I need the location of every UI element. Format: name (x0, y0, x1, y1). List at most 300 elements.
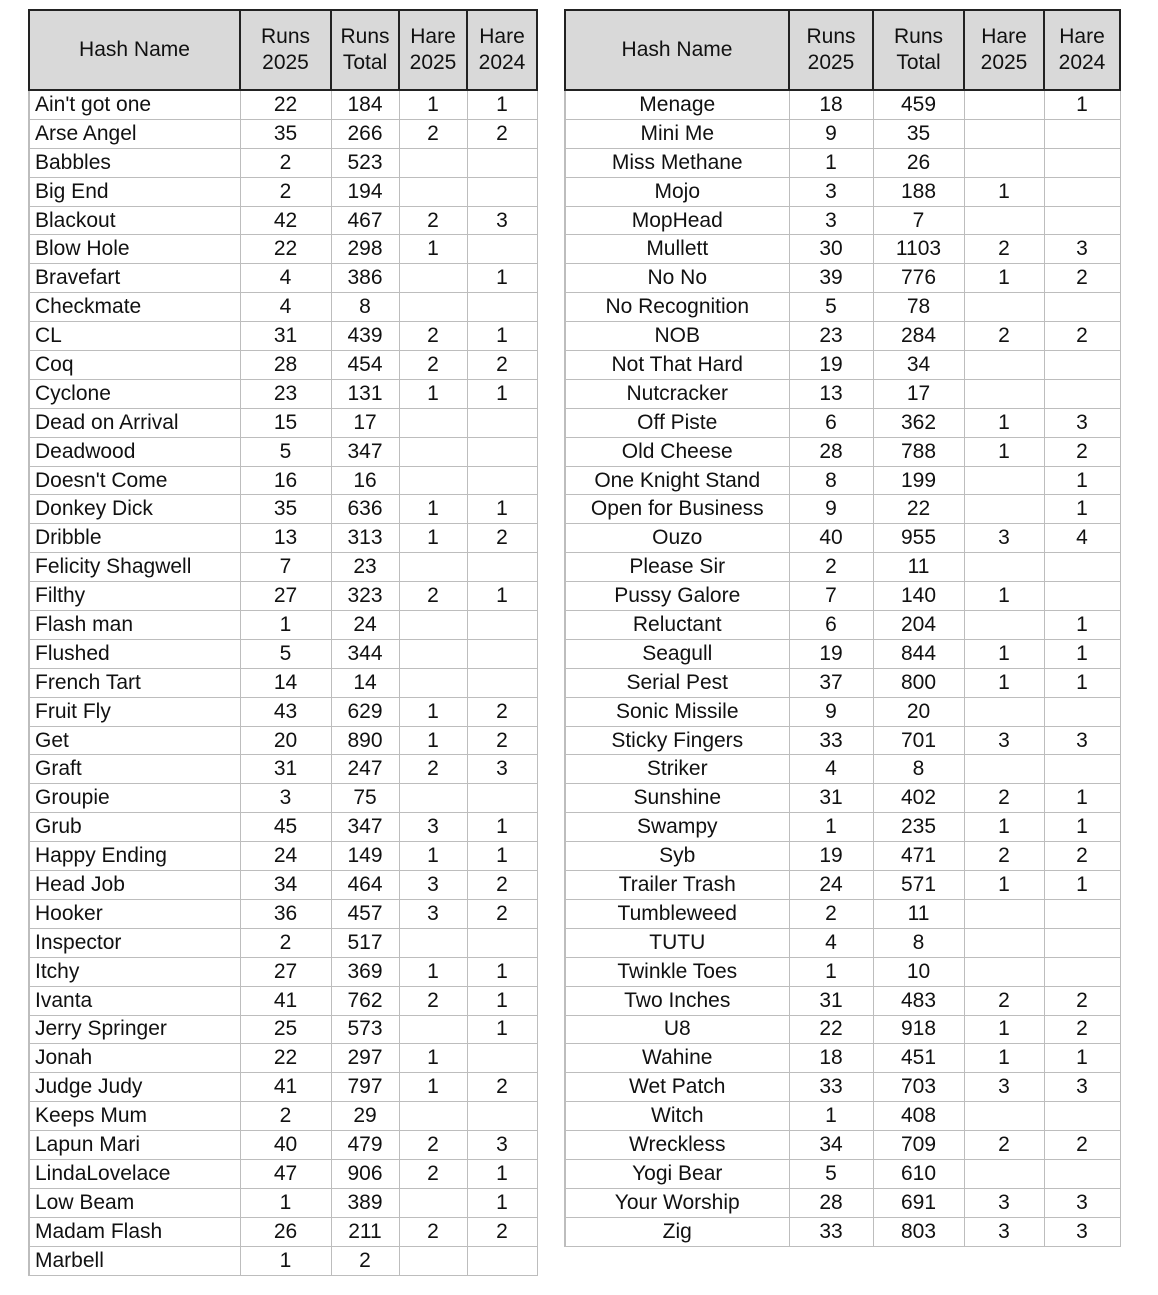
runs-2025-cell: 2 (240, 148, 331, 177)
runs-total-cell: 776 (873, 264, 964, 293)
hash-name-cell: Flushed (29, 639, 240, 668)
runs-2025-cell: 28 (789, 1188, 873, 1217)
hare-2024-cell: 2 (467, 871, 537, 900)
hash-name-cell: Lapun Mari (29, 1131, 240, 1160)
hare-2024-cell (1044, 755, 1120, 784)
table-row (29, 899, 537, 928)
table-row (565, 177, 1120, 206)
hash-name-cell: Sticky Fingers (565, 726, 789, 755)
runs-total-cell: 701 (873, 726, 964, 755)
table-row (565, 1188, 1120, 1217)
runs-total-cell: 297 (331, 1044, 399, 1073)
runs-2025-cell: 31 (789, 986, 873, 1015)
runs-total-cell: 8 (331, 293, 399, 322)
hash-name-cell: Sonic Missile (565, 697, 789, 726)
hare-2024-cell (467, 177, 537, 206)
table-row (565, 784, 1120, 813)
table-row (29, 1131, 537, 1160)
hare-2024-cell: 1 (467, 1159, 537, 1188)
runs-2025-cell: 5 (789, 293, 873, 322)
runs-total-cell: 369 (331, 957, 399, 986)
hare-2025-cell (964, 293, 1044, 322)
hash-name-cell: MopHead (565, 206, 789, 235)
table-row (29, 1102, 537, 1131)
hare-2025-cell (964, 206, 1044, 235)
table-row (565, 524, 1120, 553)
hare-2024-cell: 2 (467, 119, 537, 148)
runs-2025-cell: 9 (789, 119, 873, 148)
hare-2024-cell: 1 (467, 1015, 537, 1044)
runs-total-cell: 35 (873, 119, 964, 148)
table-row (29, 957, 537, 986)
hash-name-cell: Dead on Arrival (29, 408, 240, 437)
hare-2024-cell (467, 235, 537, 264)
runs-total-cell: 29 (331, 1102, 399, 1131)
runs-total-cell: 16 (331, 466, 399, 495)
hash-name-cell: Wahine (565, 1044, 789, 1073)
hash-name-cell: Groupie (29, 784, 240, 813)
hare-2025-cell (399, 1102, 467, 1131)
table-row (29, 986, 537, 1015)
hare-2024-cell: 1 (1044, 668, 1120, 697)
hare-2024-cell: 1 (467, 582, 537, 611)
runs-total-cell: 284 (873, 322, 964, 351)
hash-name-cell: Mojo (565, 177, 789, 206)
hare-2024-cell (1044, 177, 1120, 206)
table-row (565, 726, 1120, 755)
runs-total-cell: 803 (873, 1217, 964, 1246)
table-row (29, 1044, 537, 1073)
table-row (29, 928, 537, 957)
hare-2025-cell: 1 (964, 668, 1044, 697)
hare-2024-cell: 1 (467, 264, 537, 293)
hare-2024-cell: 3 (467, 1131, 537, 1160)
hare-2024-cell: 1 (1044, 871, 1120, 900)
hash-name-cell: Felicity Shagwell (29, 553, 240, 582)
runs-total-cell: 464 (331, 871, 399, 900)
hare-2024-cell: 1 (1044, 813, 1120, 842)
runs-2025-cell: 37 (789, 668, 873, 697)
runs-2025-cell: 35 (240, 495, 331, 524)
runs-2025-cell: 30 (789, 235, 873, 264)
hare-2024-cell: 1 (1044, 90, 1120, 119)
runs-total-cell: 23 (331, 553, 399, 582)
runs-total-cell: 14 (331, 668, 399, 697)
table-row (565, 119, 1120, 148)
table-row (565, 206, 1120, 235)
runs-2025-cell: 7 (789, 582, 873, 611)
runs-2025-cell: 3 (789, 206, 873, 235)
hare-2025-cell (964, 351, 1044, 380)
table-row (29, 495, 537, 524)
hare-2025-cell (399, 784, 467, 813)
runs-total-cell: 323 (331, 582, 399, 611)
table-row (29, 322, 537, 351)
runs-total-cell: 2 (331, 1246, 399, 1275)
table-row (565, 813, 1120, 842)
hash-name-cell: Filthy (29, 582, 240, 611)
hash-name-cell: TUTU (565, 928, 789, 957)
table-row (565, 928, 1120, 957)
hare-2025-cell (399, 293, 467, 322)
hare-2025-cell (399, 1188, 467, 1217)
table-row (565, 293, 1120, 322)
hash-name-cell: Two Inches (565, 986, 789, 1015)
runs-2025-cell: 31 (240, 322, 331, 351)
runs-total-cell: 34 (873, 351, 964, 380)
runs-2025-cell: 6 (789, 408, 873, 437)
hare-2025-cell (964, 755, 1044, 784)
hare-2025-cell (964, 553, 1044, 582)
runs-2025-cell: 20 (240, 726, 331, 755)
runs-2025-cell: 31 (240, 755, 331, 784)
hash-name-cell: Happy Ending (29, 842, 240, 871)
runs-total-cell: 362 (873, 408, 964, 437)
hare-2024-cell: 3 (1044, 235, 1120, 264)
hash-name-cell: Off Piste (565, 408, 789, 437)
hash-name-cell: Inspector (29, 928, 240, 957)
table-row (29, 177, 537, 206)
hash-name-cell: No Recognition (565, 293, 789, 322)
hash-name-cell: U8 (565, 1015, 789, 1044)
runs-2025-cell: 36 (240, 899, 331, 928)
table-row (565, 235, 1120, 264)
table-row (565, 553, 1120, 582)
runs-2025-cell: 18 (789, 1044, 873, 1073)
runs-total-cell: 451 (873, 1044, 964, 1073)
table-row (565, 1044, 1120, 1073)
hare-2025-cell: 3 (964, 1188, 1044, 1217)
runs-2025-cell: 23 (240, 379, 331, 408)
hare-2024-cell (1044, 148, 1120, 177)
runs-2025-cell: 5 (240, 437, 331, 466)
table-row (29, 726, 537, 755)
hare-2025-cell: 3 (964, 1217, 1044, 1246)
table-row (29, 1015, 537, 1044)
table-row (565, 1217, 1120, 1246)
runs-2025-cell: 1 (789, 1102, 873, 1131)
runs-2025-cell: 27 (240, 582, 331, 611)
hare-2024-cell: 1 (467, 322, 537, 351)
table-row (565, 322, 1120, 351)
hare-2024-cell (467, 293, 537, 322)
table-row (29, 90, 537, 119)
table-row (29, 697, 537, 726)
hash-name-cell: Judge Judy (29, 1073, 240, 1102)
hash-name-cell: Graft (29, 755, 240, 784)
hare-2024-cell: 2 (467, 1073, 537, 1102)
hare-2025-cell: 2 (399, 1131, 467, 1160)
col-header-hash-name: Hash Name (29, 10, 240, 90)
hare-2024-cell (467, 1102, 537, 1131)
hash-name-cell: Flash man (29, 611, 240, 640)
table-row (29, 611, 537, 640)
runs-total-cell: 439 (331, 322, 399, 351)
runs-2025-cell: 2 (789, 899, 873, 928)
runs-total-cell: 571 (873, 871, 964, 900)
runs-total-cell: 459 (873, 90, 964, 119)
table-row (29, 1159, 537, 1188)
runs-total-cell: 11 (873, 553, 964, 582)
hash-name-cell: Old Cheese (565, 437, 789, 466)
runs-2025-cell: 9 (789, 495, 873, 524)
runs-total-cell: 800 (873, 668, 964, 697)
hare-2025-cell: 2 (964, 986, 1044, 1015)
hash-name-cell: Babbles (29, 148, 240, 177)
runs-total-cell: 629 (331, 697, 399, 726)
hash-name-cell: Nutcracker (565, 379, 789, 408)
runs-2025-cell: 8 (789, 466, 873, 495)
hare-2024-cell: 1 (1044, 495, 1120, 524)
hare-2025-cell (399, 668, 467, 697)
hare-2024-cell: 2 (467, 899, 537, 928)
runs-total-cell: 467 (331, 206, 399, 235)
runs-total-cell: 523 (331, 148, 399, 177)
table-row (565, 408, 1120, 437)
hash-name-cell: Itchy (29, 957, 240, 986)
hare-2025-cell (399, 264, 467, 293)
hare-2025-cell (964, 90, 1044, 119)
table-row (29, 755, 537, 784)
hare-2025-cell (399, 928, 467, 957)
runs-total-cell: 11 (873, 899, 964, 928)
hare-2024-cell (467, 1044, 537, 1073)
hare-2025-cell: 1 (399, 842, 467, 871)
hare-2025-cell: 3 (399, 899, 467, 928)
hash-name-cell: Fruit Fly (29, 697, 240, 726)
runs-total-cell: 483 (873, 986, 964, 1015)
hare-2024-cell: 4 (1044, 524, 1120, 553)
hash-name-cell: Big End (29, 177, 240, 206)
runs-2025-cell: 43 (240, 697, 331, 726)
table-row (29, 1073, 537, 1102)
hare-2025-cell (964, 928, 1044, 957)
hare-2025-cell: 2 (399, 1159, 467, 1188)
hash-name-cell: Doesn't Come (29, 466, 240, 495)
hare-2024-cell: 1 (1044, 1044, 1120, 1073)
runs-total-cell: 131 (331, 379, 399, 408)
runs-total-cell: 389 (331, 1188, 399, 1217)
hare-2024-cell: 1 (467, 1188, 537, 1217)
runs-2025-cell: 1 (789, 813, 873, 842)
hare-2025-cell: 3 (399, 871, 467, 900)
hare-2024-cell: 2 (467, 1217, 537, 1246)
hare-2025-cell (964, 1102, 1044, 1131)
runs-2025-cell: 42 (240, 206, 331, 235)
runs-total-cell: 709 (873, 1131, 964, 1160)
hare-2024-cell: 1 (1044, 639, 1120, 668)
runs-total-cell: 517 (331, 928, 399, 957)
hare-2025-cell: 1 (964, 871, 1044, 900)
hash-name-cell: Ivanta (29, 986, 240, 1015)
runs-total-cell: 10 (873, 957, 964, 986)
hare-2025-cell: 3 (964, 524, 1044, 553)
roster-body-left (29, 90, 537, 1275)
runs-2025-cell: 5 (789, 1159, 873, 1188)
hare-2024-cell: 1 (467, 813, 537, 842)
hash-name-cell: Wet Patch (565, 1073, 789, 1102)
runs-total-cell: 573 (331, 1015, 399, 1044)
runs-total-cell: 703 (873, 1073, 964, 1102)
runs-total-cell: 26 (873, 148, 964, 177)
hare-2025-cell: 1 (399, 235, 467, 264)
table-row (565, 1015, 1120, 1044)
hash-name-cell: Arse Angel (29, 119, 240, 148)
hare-2024-cell (1044, 119, 1120, 148)
hare-2025-cell (964, 148, 1044, 177)
runs-2025-cell: 23 (789, 322, 873, 351)
table-row (29, 668, 537, 697)
hash-name-cell: Mullett (565, 235, 789, 264)
hare-2024-cell: 2 (1044, 1131, 1120, 1160)
runs-total-cell: 235 (873, 813, 964, 842)
hare-2024-cell: 2 (1044, 264, 1120, 293)
hare-2025-cell: 1 (964, 639, 1044, 668)
runs-2025-cell: 22 (789, 1015, 873, 1044)
hare-2024-cell: 1 (467, 957, 537, 986)
runs-total-cell: 20 (873, 697, 964, 726)
table-row (565, 379, 1120, 408)
hash-name-cell: Your Worship (565, 1188, 789, 1217)
table-row (565, 1131, 1120, 1160)
hare-2025-cell: 1 (399, 726, 467, 755)
hare-2024-cell (467, 668, 537, 697)
runs-total-cell: 788 (873, 437, 964, 466)
runs-2025-cell: 15 (240, 408, 331, 437)
hare-2025-cell: 2 (964, 1131, 1044, 1160)
table-row (565, 1102, 1120, 1131)
table-row (565, 148, 1120, 177)
header-row (565, 10, 1120, 90)
hare-2024-cell: 1 (467, 986, 537, 1015)
hare-2025-cell (399, 639, 467, 668)
hare-2024-cell: 2 (467, 351, 537, 380)
table-row (29, 1217, 537, 1246)
runs-total-cell: 454 (331, 351, 399, 380)
runs-total-cell: 797 (331, 1073, 399, 1102)
hash-name-cell: Jerry Springer (29, 1015, 240, 1044)
hare-2024-cell: 2 (467, 697, 537, 726)
hare-2024-cell (467, 784, 537, 813)
runs-total-cell: 844 (873, 639, 964, 668)
hare-2024-cell: 1 (1044, 784, 1120, 813)
runs-2025-cell: 40 (789, 524, 873, 553)
hash-name-cell: Twinkle Toes (565, 957, 789, 986)
runs-total-cell: 457 (331, 899, 399, 928)
hare-2024-cell (1044, 1102, 1120, 1131)
roster-body-right (565, 90, 1120, 1246)
hare-2025-cell (964, 1159, 1044, 1188)
table-row (29, 379, 537, 408)
hash-name-cell: NOB (565, 322, 789, 351)
hash-name-cell: Dribble (29, 524, 240, 553)
roster-table-right (564, 9, 1121, 1247)
table-row (565, 582, 1120, 611)
runs-total-cell: 386 (331, 264, 399, 293)
runs-2025-cell: 19 (789, 351, 873, 380)
hash-name-cell: Pussy Galore (565, 582, 789, 611)
runs-2025-cell: 27 (240, 957, 331, 986)
hare-2024-cell (467, 437, 537, 466)
runs-total-cell: 344 (331, 639, 399, 668)
col-header-hash-name: Hash Name (565, 10, 789, 90)
runs-total-cell: 636 (331, 495, 399, 524)
runs-total-cell: 691 (873, 1188, 964, 1217)
hare-2024-cell (1044, 379, 1120, 408)
runs-total-cell: 211 (331, 1217, 399, 1246)
table-row (29, 582, 537, 611)
hash-name-cell: Madam Flash (29, 1217, 240, 1246)
table-row (565, 437, 1120, 466)
hare-2024-cell: 3 (1044, 1188, 1120, 1217)
hare-2025-cell (964, 119, 1044, 148)
runs-2025-cell: 7 (240, 553, 331, 582)
hash-name-cell: Mini Me (565, 119, 789, 148)
runs-2025-cell: 41 (240, 1073, 331, 1102)
runs-2025-cell: 24 (789, 871, 873, 900)
runs-2025-cell: 40 (240, 1131, 331, 1160)
table-row (29, 784, 537, 813)
hare-2025-cell: 2 (964, 322, 1044, 351)
runs-2025-cell: 33 (789, 726, 873, 755)
hare-2024-cell: 2 (1044, 842, 1120, 871)
hare-2025-cell (964, 611, 1044, 640)
runs-2025-cell: 3 (240, 784, 331, 813)
table-row (29, 437, 537, 466)
table-row (565, 495, 1120, 524)
runs-2025-cell: 1 (789, 148, 873, 177)
hare-2025-cell (964, 495, 1044, 524)
hare-2025-cell: 1 (964, 582, 1044, 611)
hare-2024-cell: 2 (1044, 437, 1120, 466)
runs-total-cell: 1103 (873, 235, 964, 264)
runs-2025-cell: 35 (240, 119, 331, 148)
runs-2025-cell: 41 (240, 986, 331, 1015)
hare-2025-cell: 2 (399, 322, 467, 351)
runs-total-cell: 194 (331, 177, 399, 206)
hash-name-cell: Please Sir (565, 553, 789, 582)
runs-2025-cell: 2 (240, 177, 331, 206)
runs-total-cell: 347 (331, 437, 399, 466)
hare-2024-cell (1044, 1159, 1120, 1188)
runs-2025-cell: 22 (240, 235, 331, 264)
runs-total-cell: 918 (873, 1015, 964, 1044)
runs-total-cell: 298 (331, 235, 399, 264)
hare-2025-cell: 2 (399, 206, 467, 235)
hare-2024-cell (467, 928, 537, 957)
col-header-runs-total: Runs Total (331, 10, 399, 90)
hare-2025-cell: 2 (399, 986, 467, 1015)
hash-name-cell: Get (29, 726, 240, 755)
runs-total-cell: 955 (873, 524, 964, 553)
runs-total-cell: 24 (331, 611, 399, 640)
col-header-hare-2024: Hare 2024 (467, 10, 537, 90)
runs-2025-cell: 1 (240, 611, 331, 640)
col-header-hare-2024: Hare 2024 (1044, 10, 1120, 90)
hare-2025-cell: 1 (964, 177, 1044, 206)
hash-name-cell: Low Beam (29, 1188, 240, 1217)
hare-2024-cell (1044, 553, 1120, 582)
runs-total-cell: 906 (331, 1159, 399, 1188)
runs-total-cell: 313 (331, 524, 399, 553)
header-row (29, 10, 537, 90)
col-header-runs-total: Runs Total (873, 10, 964, 90)
hare-2024-cell (1044, 351, 1120, 380)
runs-total-cell: 890 (331, 726, 399, 755)
table-row (565, 1159, 1120, 1188)
hare-2024-cell (467, 639, 537, 668)
runs-2025-cell: 34 (240, 871, 331, 900)
